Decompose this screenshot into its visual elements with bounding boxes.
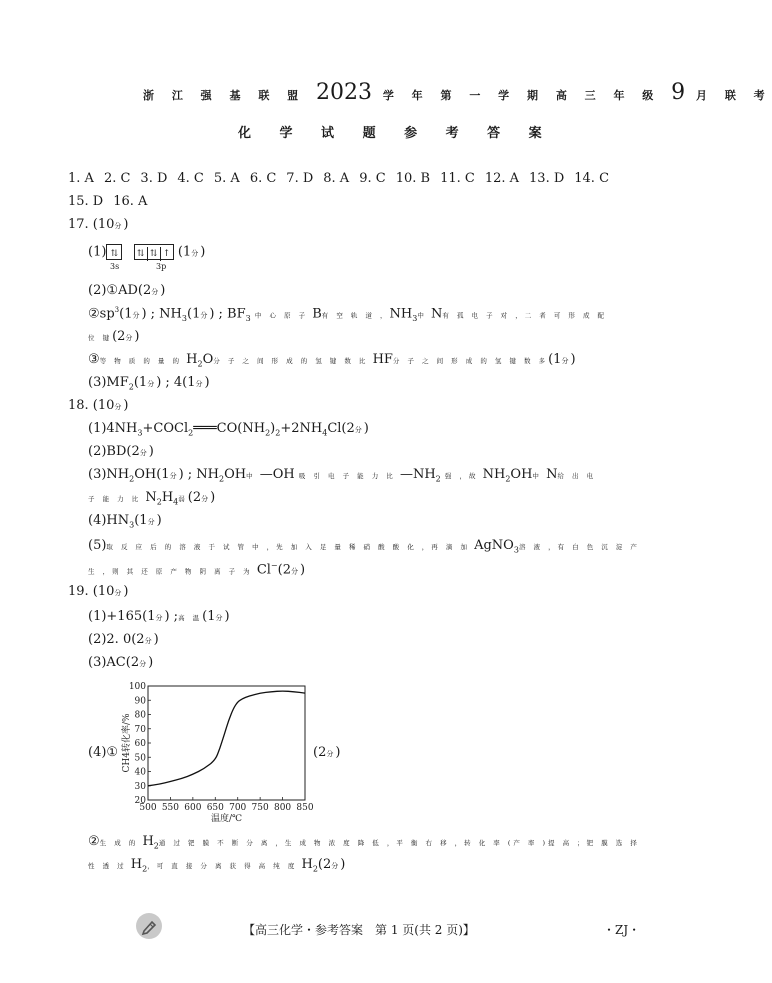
q17-heading: 17. (10分) — [68, 217, 129, 232]
mc-answer: 8. A — [323, 171, 350, 186]
q19-part1: (1)+165(1分) ;高 温(1分) — [88, 609, 230, 624]
q17-part2-2: $②sp^3(1$分) ; $NH_3(1$分) ; $BF_3$ 中 心 原 子 B有 空 轨 道 ，$NH_3$中 N有 孤 电 子 对 ，二 者 可 形 成 配 — [88, 306, 608, 323]
mc-answer: 5. A — [213, 171, 240, 186]
x-tick-label: 600 — [184, 803, 202, 813]
x-tick-label: 850 — [296, 803, 314, 813]
mc-answer: 15. D — [68, 194, 104, 209]
mc-answers-row1 — [68, 171, 619, 186]
mc-answer: 6. C — [249, 171, 277, 186]
footer-code: ・ZJ・ — [603, 923, 641, 937]
y-tick-label: 50 — [134, 753, 146, 764]
q18-part2: (2)BD(2分) — [88, 444, 154, 459]
y-tick-label: 70 — [134, 724, 146, 735]
x-tick-label: 550 — [161, 803, 180, 813]
header-term: 学 年 第 一 学 期 高 三 年 级 — [382, 89, 661, 102]
q19-heading: 19. (10分) — [68, 584, 129, 599]
q18-part5: (5)取 反 应 后 的 溶 液 于 试 管 中 ，先 加 入 足 量 稀 硝 酸 酸 化 ，再 滴 加 AgNO$_3$溶 液 ，有 白 色 沉 淀 产 — [88, 538, 640, 555]
orbital-3s-label: 3s — [110, 262, 120, 271]
series-line-ch4-conversion — [148, 691, 305, 786]
mc-answer: 16. A — [113, 194, 148, 209]
mc-answer: 7. D — [286, 171, 314, 186]
q18-part3-cont: 子 能 力 比 $N_2H_4$弱(2分) — [88, 490, 216, 507]
pencil-icon — [136, 913, 162, 939]
q19-part3: (3)AC(2分) — [88, 655, 154, 670]
mc-answer: 10. B — [395, 171, 431, 186]
header-exam: 月 联 考 — [696, 89, 772, 102]
y-tick-label: 20 — [134, 796, 146, 806]
orbital-3p-label: 3p — [156, 262, 167, 271]
mc-answer: 4. C — [177, 171, 204, 186]
q19-part2: (2)2. 0(2分) — [88, 632, 159, 647]
q17-part2-3: ③等 物 质 的 量 的 $H_2O$分 子 之 间 形 成 的 氢 键 数 比 HF分 子 之 间 形 成 的 氢 键 数 多(1分) — [88, 352, 576, 369]
y-axis-label: CH4转化率/% — [122, 713, 132, 773]
header-alliance: 浙 江 强 基 联 盟 — [143, 89, 306, 102]
q17-part2-1: (2)①AD(2分) — [88, 283, 166, 298]
header-year: 2023 — [316, 80, 372, 105]
q18-part1: $(1)4NH_3+COCl_2═══CO(NH_2)_2+2NH_4Cl(2$分) — [88, 421, 369, 438]
y-tick-label: 40 — [134, 767, 146, 778]
q19-part4-label: (4)① — [88, 745, 119, 760]
x-tick-label: 800 — [273, 803, 292, 813]
q19-part4-2-cont: 性 透 过 $H_2$，可 直 接 分 离 获 得 高 纯 度 $H_2(2$分) — [88, 857, 346, 874]
q18-heading: 18. (10分) — [68, 398, 129, 413]
y-tick-label: 60 — [134, 739, 146, 749]
mc-answer: 3. D — [140, 171, 168, 186]
q18-part4: $(4)HN_3(1$分) — [88, 513, 162, 530]
orbital-3s-box: ⇅ — [106, 244, 122, 260]
q17-part1: (1) ⇅ ⇅ ⇅ ↑ (1分) 3s 3p — [88, 244, 206, 271]
q18-part5-cont: 生 ，则 其 还 原 产 物 阴 离 子 为 Cl−(2分) — [88, 561, 306, 578]
y-tick-label: 100 — [128, 682, 146, 692]
x-tick-label: 750 — [251, 803, 269, 813]
header-month: 9 — [671, 80, 686, 105]
x-tick-label: 500 — [139, 803, 157, 813]
x-axis-label: 温度/℃ — [210, 814, 243, 824]
y-tick-label: 80 — [134, 710, 146, 721]
x-tick-label: 650 — [206, 803, 224, 813]
mc-answer: 2. C — [103, 171, 131, 186]
q19-part4-score: (2分) — [313, 745, 341, 760]
mc-answer: 9. C — [359, 171, 386, 186]
x-tick-label: 700 — [229, 803, 247, 813]
mc-answer: 12. A — [484, 171, 520, 186]
footer-page-info: 【高三化学・参考答案 第 1 页(共 2 页)】 — [243, 923, 475, 937]
mc-answers-row2 — [68, 194, 157, 209]
mc-answer: 13. D — [529, 171, 565, 186]
orbital-3p-box: ⇅ ⇅ ↑ — [134, 244, 174, 260]
conversion-chart — [112, 676, 312, 822]
q18-part3: $(3)NH_2OH(1$分) ; $NH_2OH$中 —OH 吸 引 电 子 能 力 比 $—NH_2$ 强 ，故 $NH_2OH$中 N给 出 电 — [88, 467, 597, 484]
mc-answer: 14. C — [574, 171, 610, 186]
y-tick-label: 90 — [134, 696, 146, 707]
q19-part4-2: ②生 成 的 $H_2$通 过 钯 膜 不 断 分 离 ，生 成 物 浓 度 降 低 ，平 衡 右 移 ，转 化 率 (产 率 )提 高 ；钯 膜 选 择 — [88, 834, 640, 851]
mc-answer: 11. C — [440, 171, 475, 186]
header-line — [143, 80, 772, 105]
mc-answer: 1. A — [68, 171, 94, 186]
y-tick-label: 30 — [134, 781, 146, 792]
page-title: 化 学 试 题 参 考 答 案 — [238, 126, 554, 141]
q17-part3: $(3)MF_2(1$分) ; 4(1分) — [88, 375, 210, 392]
plot-frame — [148, 686, 305, 800]
q17-part2-2-cont: 位 键(2分) — [88, 329, 140, 344]
